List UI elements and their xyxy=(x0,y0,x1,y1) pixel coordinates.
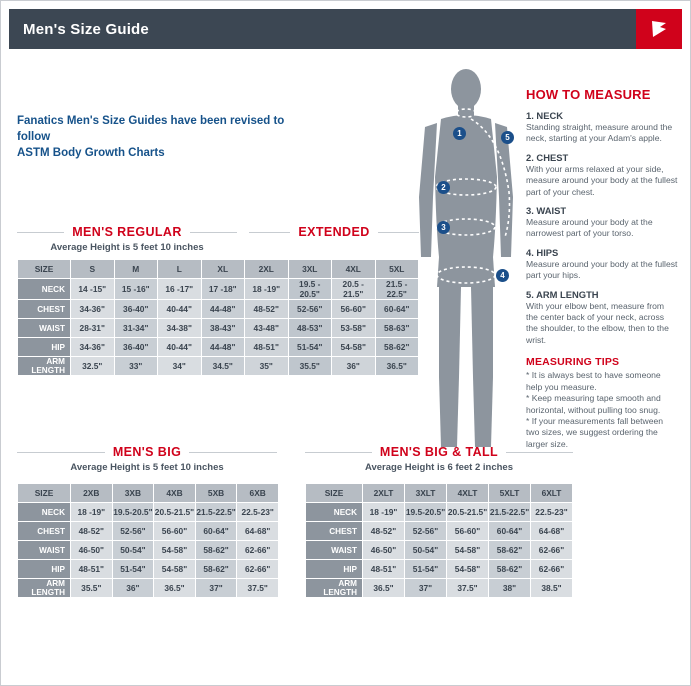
table-cell: 20.5-21.5" xyxy=(154,503,196,522)
column-header: 6XB xyxy=(237,484,279,503)
table-cell: 62-66" xyxy=(237,541,279,560)
page-title: Men's Size Guide xyxy=(23,20,149,38)
section-title-big xyxy=(17,445,277,459)
table-cell: 54-58" xyxy=(154,541,196,560)
measuring-tips-list xyxy=(526,370,678,450)
section-label-extended: EXTENDED xyxy=(298,225,370,239)
row-label: NECK xyxy=(306,503,363,522)
table-cell: 19.5-20.5" xyxy=(112,503,154,522)
table-cell: 40-44" xyxy=(158,300,202,319)
table-cell: 54-58" xyxy=(332,338,376,357)
table-cell: 48-51" xyxy=(245,338,289,357)
table-mens-big xyxy=(17,483,279,598)
table-cell: 36" xyxy=(332,357,376,376)
column-header: 6XLT xyxy=(531,484,573,503)
column-header: M xyxy=(114,260,158,279)
table-cell: 64-68" xyxy=(237,522,279,541)
measuring-tip-1: * It is always best to have someone help you measure. xyxy=(526,370,661,392)
how-to-measure-title: HOW TO MEASURE xyxy=(526,87,651,102)
table-cell: 58-62" xyxy=(375,338,419,357)
brand-logo xyxy=(636,9,682,49)
column-header: S xyxy=(71,260,115,279)
section-title-big-tall xyxy=(305,445,573,459)
table-cell: 50-54" xyxy=(405,541,447,560)
column-header: 4XLT xyxy=(447,484,489,503)
table-cell: 53-58" xyxy=(332,319,376,338)
column-header: L xyxy=(158,260,202,279)
table-row xyxy=(18,541,279,560)
section-label-big-tall: MEN'S BIG & TALL xyxy=(379,445,499,459)
row-label: HIP xyxy=(306,560,363,579)
fanatics-flag-logo-icon xyxy=(649,19,669,39)
table-row xyxy=(18,279,419,300)
row-label: HIP xyxy=(18,338,71,357)
table-row xyxy=(306,522,573,541)
rule-right xyxy=(190,232,237,233)
row-label: WAIST xyxy=(18,319,71,338)
table-cell: 62-66" xyxy=(531,560,573,579)
table-corner-header: SIZE xyxy=(18,260,71,279)
table-cell: 36.5" xyxy=(154,579,196,598)
row-label: CHEST xyxy=(18,522,71,541)
table-cell: 20.5-21.5" xyxy=(447,503,489,522)
measure-item-4-text: Measure around your body at the fullest part your hips. xyxy=(526,258,678,281)
rule-right xyxy=(378,232,419,233)
intro-text xyxy=(17,113,317,161)
table-cell: 16 -17" xyxy=(158,279,202,300)
table-cell: 48-52" xyxy=(363,522,405,541)
table-cell: 60-64" xyxy=(195,522,237,541)
measure-item-1-heading: 1. NECK xyxy=(526,110,563,121)
measure-item-5-heading: 5. ARM LENGTH xyxy=(526,288,599,300)
table-cell: 37" xyxy=(195,579,237,598)
table-cell: 48-52" xyxy=(71,522,113,541)
table-cell: 14 -15" xyxy=(71,279,115,300)
section-title-extended xyxy=(249,225,419,239)
table-cell: 22.5-23" xyxy=(531,503,573,522)
table-row xyxy=(306,560,573,579)
table-cell: 34-36" xyxy=(71,338,115,357)
table-cell: 34.5" xyxy=(201,357,245,376)
row-label: WAIST xyxy=(18,541,71,560)
big-tall-average-height: Average Height is 6 feet 2 inches xyxy=(364,462,513,473)
table-cell: 58-63" xyxy=(375,319,419,338)
column-header: 2XLT xyxy=(363,484,405,503)
rule-right xyxy=(189,452,277,453)
table-cell: 36" xyxy=(112,579,154,598)
table-cell: 38-43" xyxy=(201,319,245,338)
callout-4: 4 xyxy=(496,269,509,282)
table-row xyxy=(306,579,573,598)
table-cell: 20.5 - 21.5" xyxy=(332,279,376,300)
table-cell: 31-34" xyxy=(114,319,158,338)
column-header: 3XB xyxy=(112,484,154,503)
measuring-tip-3: * If your measurements fall between two sizes, we suggest ordering the larger size. xyxy=(526,415,664,449)
table-row xyxy=(18,338,419,357)
row-label: CHEST xyxy=(18,300,71,319)
row-label: CHEST xyxy=(306,522,363,541)
rule-right xyxy=(506,452,573,453)
table-cell: 35" xyxy=(245,357,289,376)
measure-item-4-heading: 4. HIPS xyxy=(526,246,559,258)
callout-2: 2 xyxy=(437,181,450,194)
rule-left xyxy=(17,232,64,233)
table-row xyxy=(306,503,573,522)
table-cell: 37.5" xyxy=(447,579,489,598)
table-cell: 48-52" xyxy=(245,300,289,319)
table-cell: 18 -19" xyxy=(245,279,289,300)
table-row xyxy=(18,560,279,579)
body-figure-icon xyxy=(401,67,531,467)
table-cell: 40-44" xyxy=(158,338,202,357)
row-label: NECK xyxy=(18,503,71,522)
column-header: 2XB xyxy=(71,484,113,503)
column-header: 5XLT xyxy=(489,484,531,503)
column-header: 3XL xyxy=(288,260,332,279)
regular-average-height: Average Height is 5 feet 10 inches xyxy=(50,242,204,253)
callout-1: 1 xyxy=(453,127,466,140)
measuring-tips-title: MEASURING TIPS xyxy=(526,356,620,369)
table-cell: 21.5-22.5" xyxy=(195,503,237,522)
table-cell: 51-54" xyxy=(288,338,332,357)
table-cell: 58-62" xyxy=(195,560,237,579)
table-cell: 58-62" xyxy=(489,541,531,560)
table-mens-big-tall xyxy=(305,483,573,598)
body-diagram xyxy=(401,67,531,467)
table-cell: 60-64" xyxy=(375,300,419,319)
table-cell: 34-36" xyxy=(71,300,115,319)
table-cell: 54-58" xyxy=(447,560,489,579)
table-row xyxy=(18,503,279,522)
table-row xyxy=(18,579,279,598)
table-cell: 17 -18" xyxy=(201,279,245,300)
column-header: XL xyxy=(201,260,245,279)
measure-item-5-text: With your elbow bent, measure from the center back of your neck, across the shoulder, to the elbow, then to the wrist. xyxy=(526,300,669,345)
table-cell: 34" xyxy=(158,357,202,376)
column-header: 4XB xyxy=(154,484,196,503)
intro-line-2: ASTM Body Growth Charts xyxy=(17,147,165,159)
table-cell: 44-48" xyxy=(201,300,245,319)
measure-item-2-heading: 2. CHEST xyxy=(526,151,569,163)
table-cell: 46-50" xyxy=(71,541,113,560)
table-cell: 64-68" xyxy=(531,522,573,541)
measure-item-1-text: Standing straight, measure around the neck, starting at your Adam's apple. xyxy=(526,122,673,144)
intro-line-1: Fanatics Men's Size Guides have been revised to follow xyxy=(17,115,285,143)
table-row xyxy=(18,319,419,338)
row-label: ARM LENGTH xyxy=(18,357,71,376)
table-cell: 28-31" xyxy=(71,319,115,338)
table-mens-regular xyxy=(17,259,419,376)
table-cell: 34-38" xyxy=(158,319,202,338)
callout-5: 5 xyxy=(501,131,514,144)
table-cell: 56-60" xyxy=(154,522,196,541)
table-cell: 62-66" xyxy=(237,560,279,579)
big-average-height: Average Height is 5 feet 10 inches xyxy=(70,462,224,473)
rule-left xyxy=(305,452,372,453)
table-cell: 15 -16" xyxy=(114,279,158,300)
table-row xyxy=(306,541,573,560)
row-label: HIP xyxy=(18,560,71,579)
table-cell: 22.5-23" xyxy=(237,503,279,522)
table-cell: 18 -19" xyxy=(363,503,405,522)
table-cell: 33" xyxy=(114,357,158,376)
table-cell: 46-50" xyxy=(363,541,405,560)
rule-left xyxy=(249,232,290,233)
table-cell: 52-56" xyxy=(405,522,447,541)
table-cell: 50-54" xyxy=(112,541,154,560)
table-cell: 19.5 - 20.5" xyxy=(288,279,332,300)
table-cell: 36.5" xyxy=(363,579,405,598)
table-cell: 36-40" xyxy=(114,338,158,357)
measure-item-3-text: Measure around your body at the narrowest part of your torso. xyxy=(526,217,653,239)
section-label-big: MEN'S BIG xyxy=(112,445,182,459)
table-cell: 48-51" xyxy=(71,560,113,579)
table-cell: 18 -19" xyxy=(71,503,113,522)
table-cell: 37" xyxy=(405,579,447,598)
table-cell: 58-62" xyxy=(195,541,237,560)
table-cell: 36-40" xyxy=(114,300,158,319)
table-cell: 38" xyxy=(489,579,531,598)
table-cell: 38.5" xyxy=(531,579,573,598)
table-cell: 43-48" xyxy=(245,319,289,338)
row-label: NECK xyxy=(18,279,71,300)
table-cell: 52-56" xyxy=(288,300,332,319)
row-label: ARM LENGTH xyxy=(306,579,363,598)
column-header: 2XL xyxy=(245,260,289,279)
table-cell: 37.5" xyxy=(237,579,279,598)
section-label-regular: MEN'S REGULAR xyxy=(72,225,182,239)
table-cell: 21.5 - 22.5" xyxy=(375,279,419,300)
table-cell: 35.5" xyxy=(288,357,332,376)
table-corner-header: SIZE xyxy=(18,484,71,503)
column-header: 5XL xyxy=(375,260,419,279)
table-cell: 21.5-22.5" xyxy=(489,503,531,522)
measure-item-3-heading: 3. WAIST xyxy=(526,205,567,217)
table-cell: 48-51" xyxy=(363,560,405,579)
table-cell: 62-66" xyxy=(531,541,573,560)
rule-left xyxy=(17,452,105,453)
table-cell: 36.5" xyxy=(375,357,419,376)
table-cell: 19.5-20.5" xyxy=(405,503,447,522)
measure-item-2-text: With your arms relaxed at your side, measure around your body at the fullest part of your chest. xyxy=(526,163,678,197)
column-header: 3XLT xyxy=(405,484,447,503)
table-row xyxy=(18,522,279,541)
page-header xyxy=(9,9,682,49)
table-cell: 54-58" xyxy=(154,560,196,579)
measuring-tip-2: * Keep measuring tape smooth and horizontal, without pulling too snug. xyxy=(526,393,661,415)
table-row xyxy=(18,300,419,319)
table-cell: 54-58" xyxy=(447,541,489,560)
table-cell: 52-56" xyxy=(112,522,154,541)
table-cell: 58-62" xyxy=(489,560,531,579)
table-cell: 51-54" xyxy=(112,560,154,579)
table-cell: 51-54" xyxy=(405,560,447,579)
table-corner-header: SIZE xyxy=(306,484,363,503)
column-header: 5XB xyxy=(195,484,237,503)
table-cell: 35.5" xyxy=(71,579,113,598)
table-cell: 56-60" xyxy=(447,522,489,541)
table-cell: 44-48" xyxy=(201,338,245,357)
section-title-regular xyxy=(17,225,237,239)
table-row xyxy=(18,357,419,376)
row-label: WAIST xyxy=(306,541,363,560)
callout-3: 3 xyxy=(437,221,450,234)
table-cell: 32.5" xyxy=(71,357,115,376)
row-label: ARM LENGTH xyxy=(18,579,71,598)
table-cell: 48-53" xyxy=(288,319,332,338)
table-cell: 56-60" xyxy=(332,300,376,319)
how-to-measure-panel xyxy=(526,87,678,450)
column-header: 4XL xyxy=(332,260,376,279)
table-cell: 60-64" xyxy=(489,522,531,541)
